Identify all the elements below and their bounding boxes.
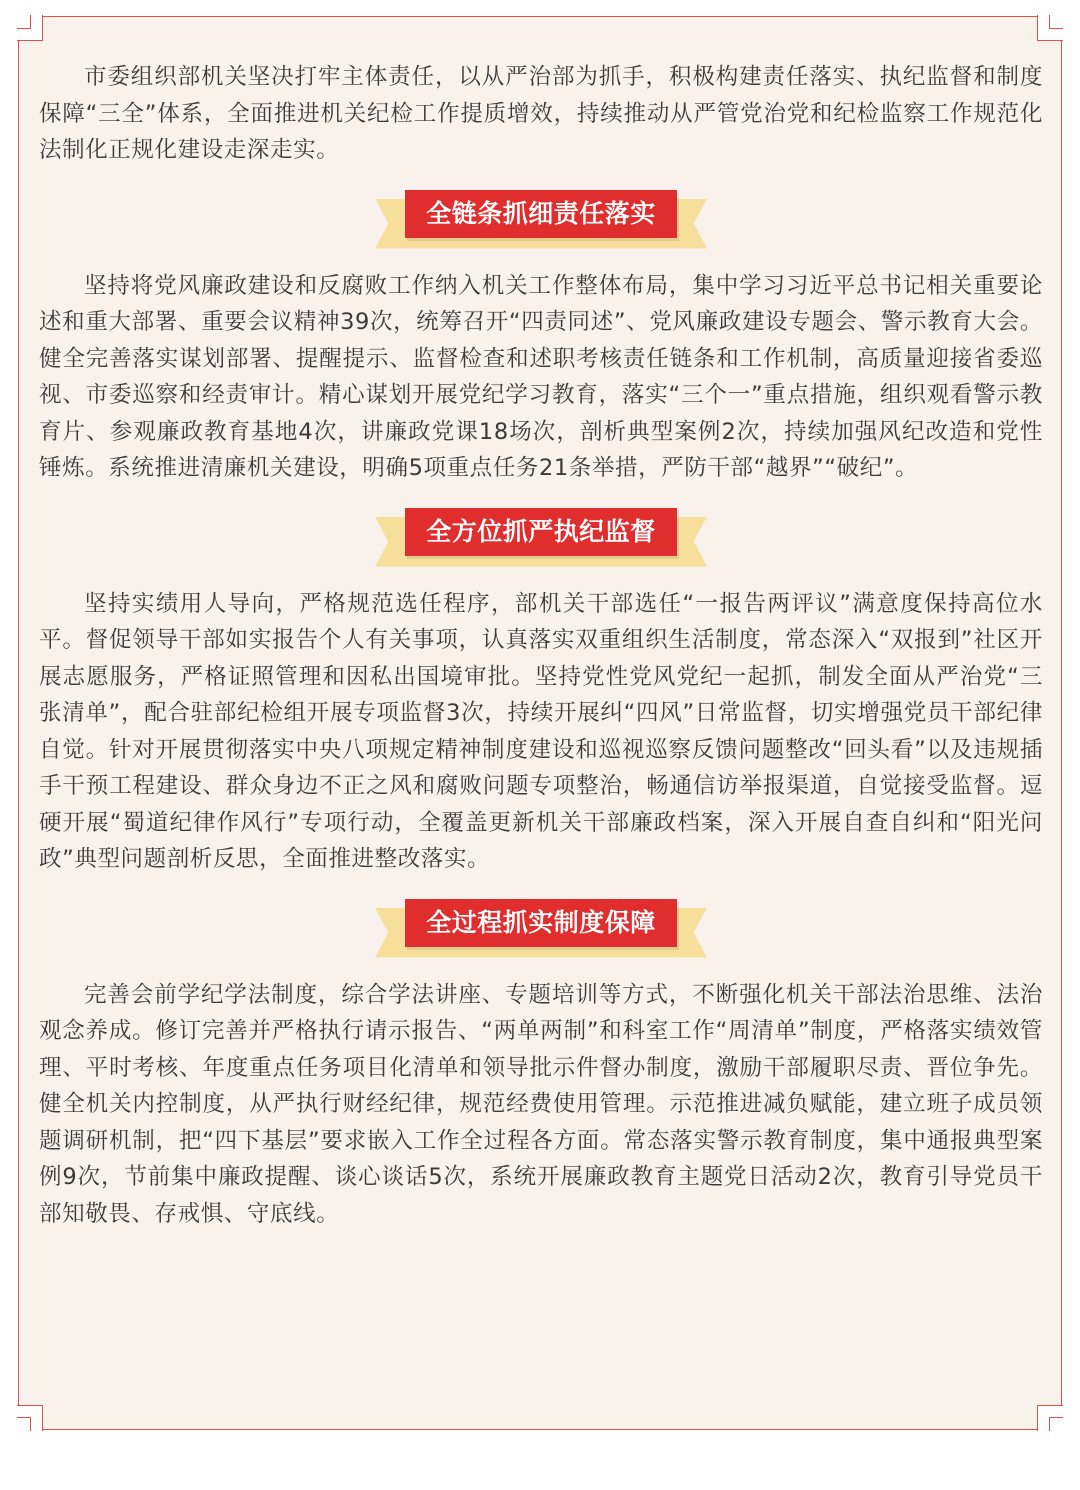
section-title: 全过程抓实制度保障: [405, 899, 677, 947]
section-title: 全方位抓严执纪监督: [405, 508, 677, 556]
section-heading: [39, 190, 1043, 250]
article-content: [39, 59, 1043, 1232]
section-paragraph: 完善会前学纪学法制度，综合学法讲座、专题培训等方式，不断强化机关干部法治思维、法治观念养成。修订完善并严格执行请示报告、“两单两制”和科室工作“周清单”制度，严格落实绩效管理、平时考核、年度重点任务项目化清单和领导批示件督办制度，激励干部履职尽责、晋位争先。健全机关内控制度，从严执行财经纪律，规范经费使用管理。示范推进减负赋能，建立班子成员领题调研机制，把“四下基层”要求嵌入工作全过程各方面。常态落实警示教育制度，集中通报典型案例9次，节前集中廉政提醒、谈心谈话5次，系统开展廉政教育主题党日活动2次，教育引导党员干部知敬畏、存戒惧、守底线。: [39, 981, 1043, 1227]
intro-paragraph: 市委组织部机关坚决打牢主体责任，以从严治部为抓手，积极构建责任落实、执纪监督和制度保障“三全”体系，全面推进机关纪检工作提质增效，持续推动从严管党治党和纪检监察工作规范化法制化正规化建设走深走实。: [39, 64, 1043, 163]
section-paragraph: 坚持将党风廉政建设和反腐败工作纳入机关工作整体布局，集中学习习近平总书记相关重要论述和重大部署、重要会议精神39次，统筹召开“四责同述”、党风廉政建设专题会、警示教育大会。健全完善落实谋划部署、提醒提示、监督检查和述职考核责任链条和工作机制，高质量迎接省委巡视、市委巡察和经责审计。精心谋划开展党纪学习教育，落实“三个一”重点措施，组织观看警示教育片、参观廉政教育基地4次，讲廉政党课18场次，剖析典型案例2次，持续加强风纪改造和党性锤炼。系统推进清廉机关建设，明确5项重点任务21条举措，严防干部“越界”“破纪”。: [39, 272, 1043, 481]
section-paragraph: 坚持实绩用人导向，严格规范选任程序，部机关干部选任“一报告两评议”满意度保持高位水平。督促领导干部如实报告个人有关事项，认真落实双重组织生活制度，常态深入“双报到”社区开展志愿服务，严格证照管理和因私出国境审批。坚持党性党风党纪一起抓，制发全面从严治党“三张清单”，配合驻部纪检组开展专项监督3次，持续开展纠“四风”日常监督，切实增强党员干部纪律自觉。针对开展贯彻落实中央八项规定精神制度建设和巡视巡察反馈问题整改“回头看”以及违规插手干预工程建设、群众身边不正之风和腐败问题专项整治，畅通信访举报渠道，自觉接受监督。逗硬开展“蜀道纪律作风行”专项行动，全覆盖更新机关干部廉政档案，深入开展自查自纠和“阳光问政”典型问题剖析反思，全面推进整改落实。: [39, 590, 1043, 872]
corner-ornament: [1037, 1405, 1063, 1431]
corner-ornament: [17, 15, 43, 41]
section-heading: [39, 508, 1043, 568]
section-title: 全链条抓细责任落实: [405, 190, 677, 238]
article-frame: [18, 16, 1062, 1430]
corner-ornament: [1037, 15, 1063, 41]
section-heading: [39, 899, 1043, 959]
corner-ornament: [17, 1405, 43, 1431]
